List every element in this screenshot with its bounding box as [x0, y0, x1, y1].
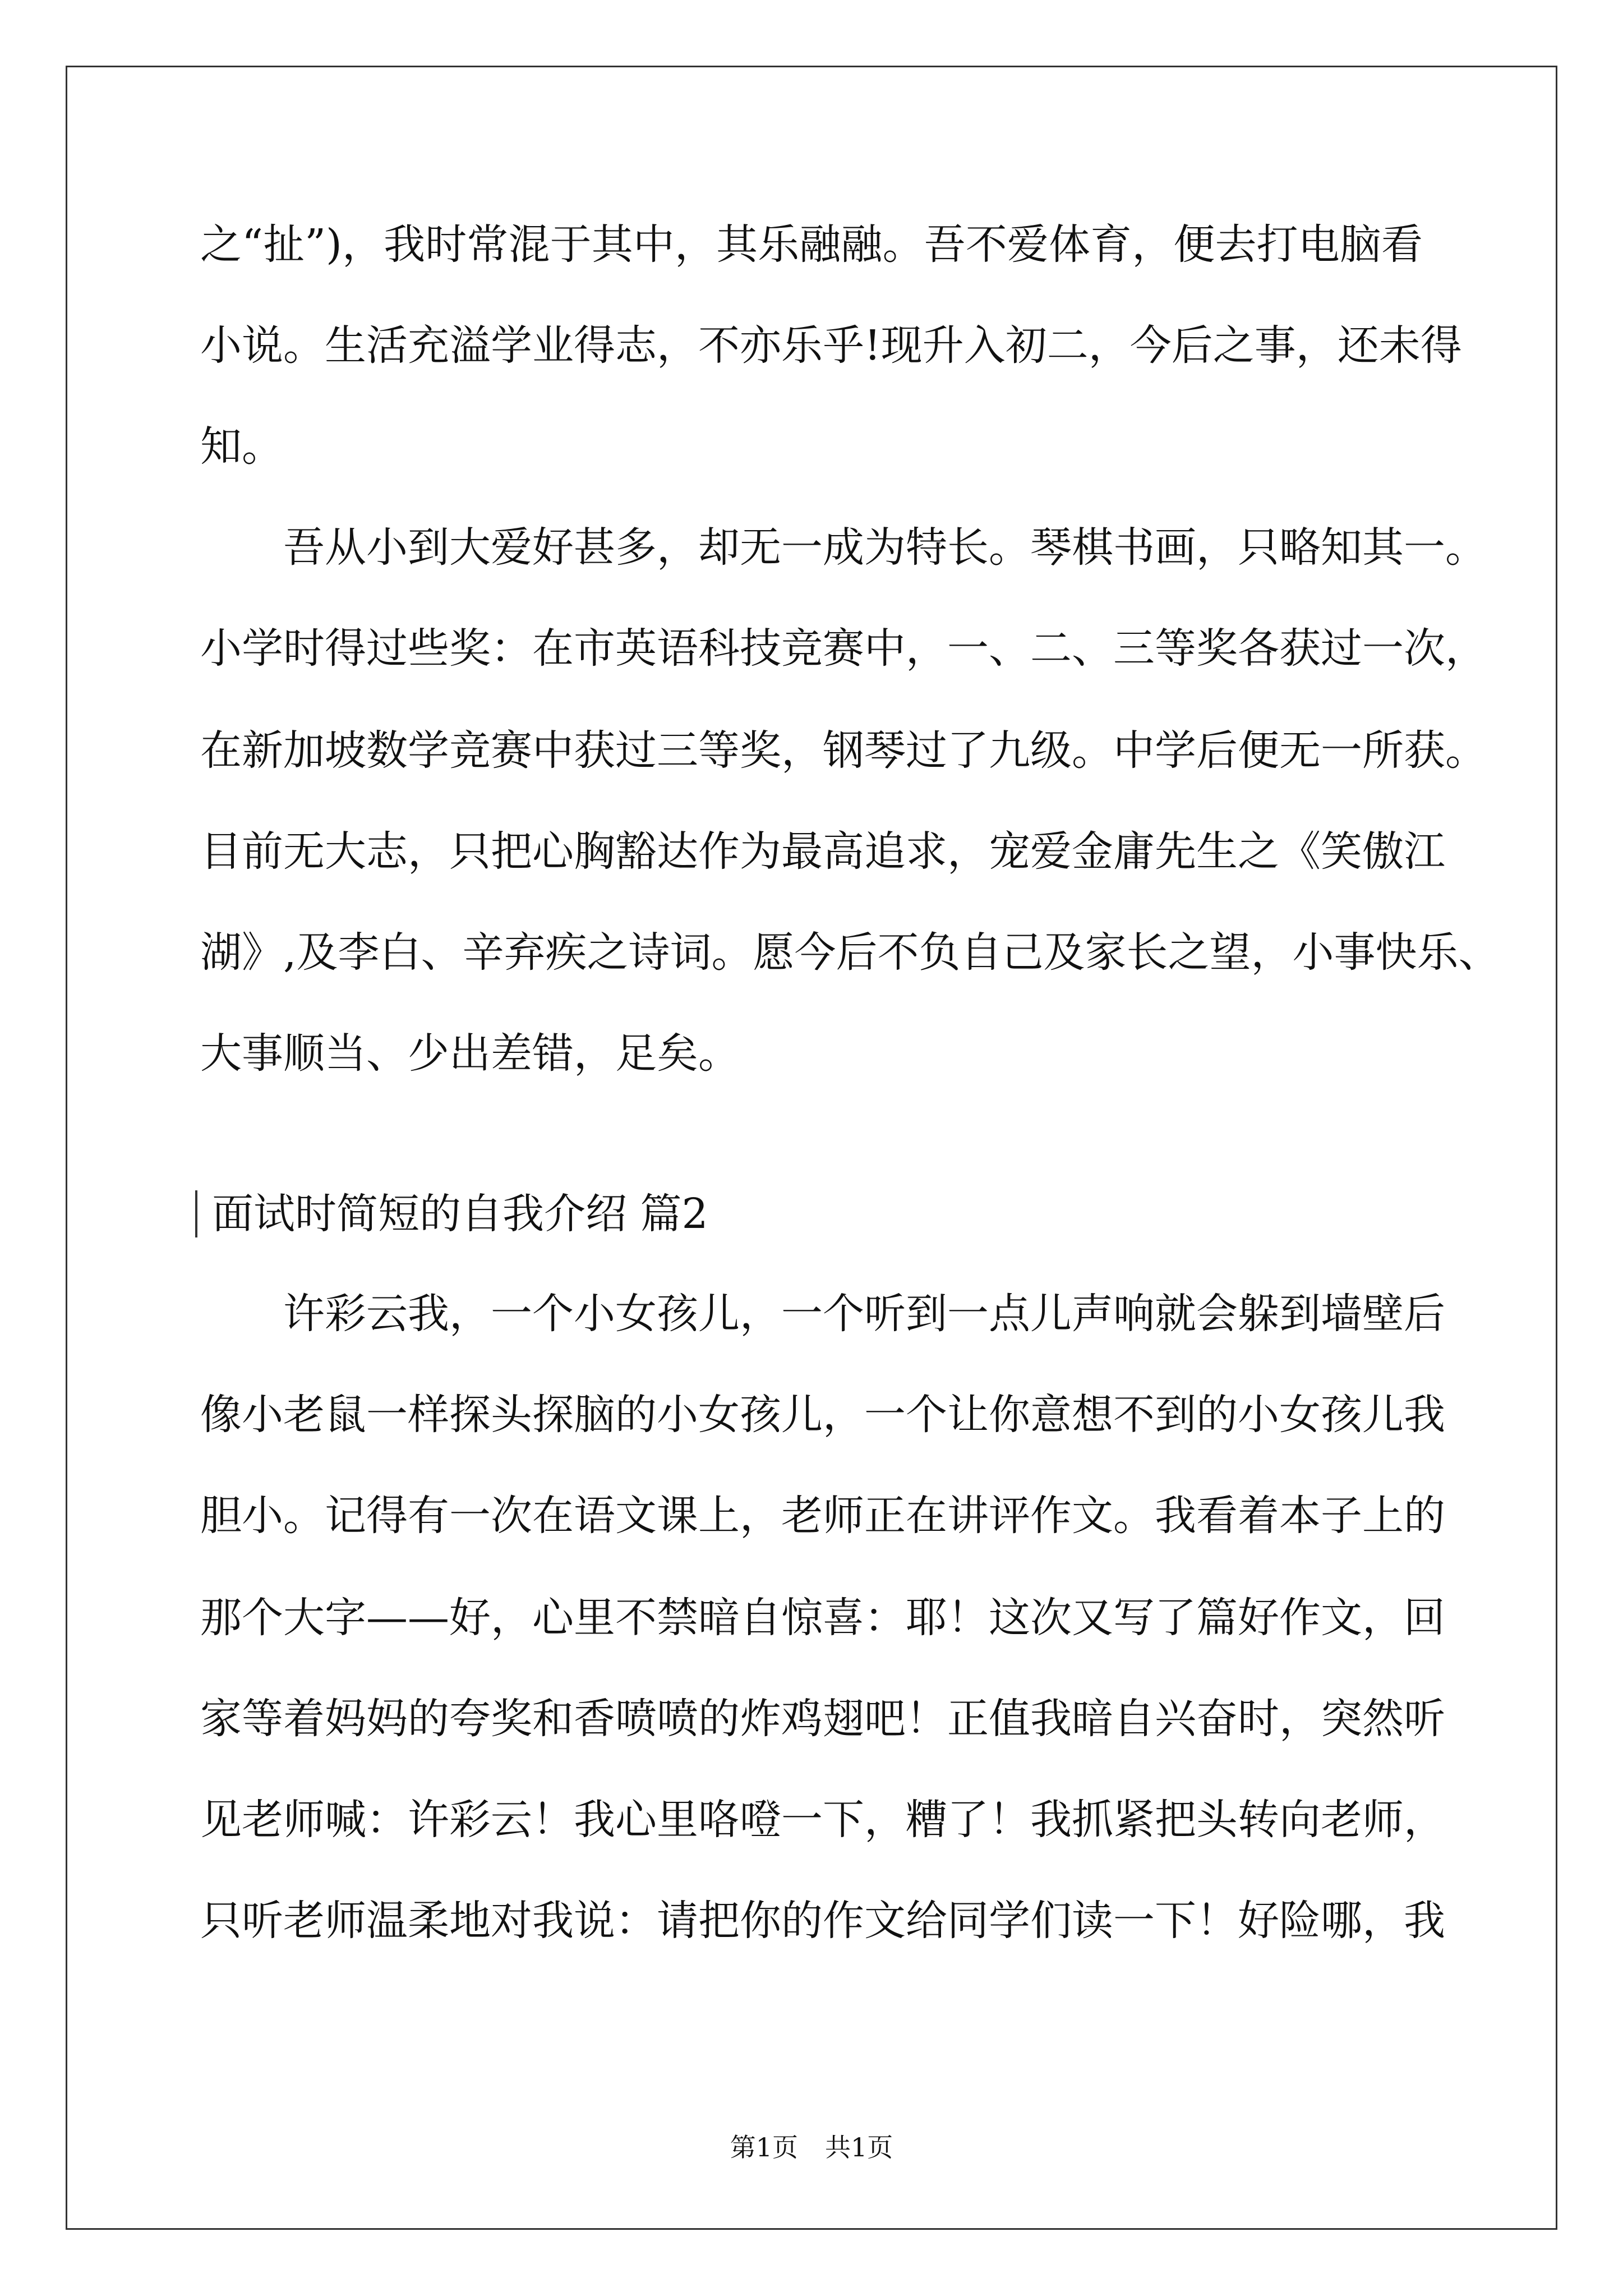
paragraph-3-line-6: 见老师喊：许彩云！我心里咯噔一下，糟了！我抓紧把头转向老师，: [200, 1796, 1445, 1844]
paragraph-1-line-3: 知。: [200, 422, 283, 471]
heading-marker: [195, 1190, 197, 1237]
paragraph-3-line-2: 像小老鼠一样探头探脑的小女孩儿，一个让你意想不到的小女孩儿我: [200, 1391, 1445, 1439]
paragraph-2-line-6: 大事顺当、少出差错，足矣。: [200, 1029, 740, 1078]
paragraph-2-line-1: 吾从小到大爱好甚多，却无一成为特长。琴棋书画，只略知其一。: [283, 523, 1487, 572]
paragraph-3-line-7: 只听老师温柔地对我说：请把你的作文给同学们读一下！好险哪，我: [200, 1897, 1445, 1945]
paragraph-3-line-1: 许彩云我，一个小女孩儿，一个听到一点儿声响就会躲到墙壁后: [283, 1290, 1445, 1338]
section-heading: 面试时简短的自我介绍 篇2: [212, 1190, 708, 1238]
paragraph-1-line-2: 小说。生活充溢学业得志，不亦乐乎!现升入初二，今后之事，还未得: [200, 321, 1462, 370]
paragraph-2-line-3: 在新加坡数学竞赛中获过三等奖，钢琴过了九级。中学后便无一所获。: [200, 726, 1487, 775]
page-total: 共1页: [825, 2132, 893, 2162]
page-footer: [0, 2131, 1623, 2164]
paragraph-1-line-1: 之“扯”)，我时常混于其中，其乐融融。吾不爱体育，便去打电脑看: [200, 220, 1423, 269]
paragraph-2-line-5: 湖》,及李白、辛弃疾之诗词。愿今后不负自己及家长之望，小事快乐、: [200, 928, 1500, 977]
paragraph-3-line-3: 胆小。记得有一次在语文课上，老师正在讲评作文。我看着本子上的: [200, 1492, 1445, 1540]
paragraph-2-line-4: 目前无大志，只把心胸豁达作为最高追求，宠爱金庸先生之《笑傲江: [200, 827, 1445, 876]
paragraph-3-line-5: 家等着妈妈的夸奖和香喷喷的炸鸡翅吧！正值我暗自兴奋时，突然听: [200, 1695, 1445, 1743]
page-number: 第1页: [730, 2132, 798, 2162]
paragraph-3-line-4: 那个大字——好，心里不禁暗自惊喜：耶！这次又写了篇好作文，回: [200, 1594, 1445, 1642]
paragraph-2-line-2: 小学时得过些奖：在市英语科技竞赛中，一、二、三等奖各获过一次，: [200, 624, 1487, 673]
